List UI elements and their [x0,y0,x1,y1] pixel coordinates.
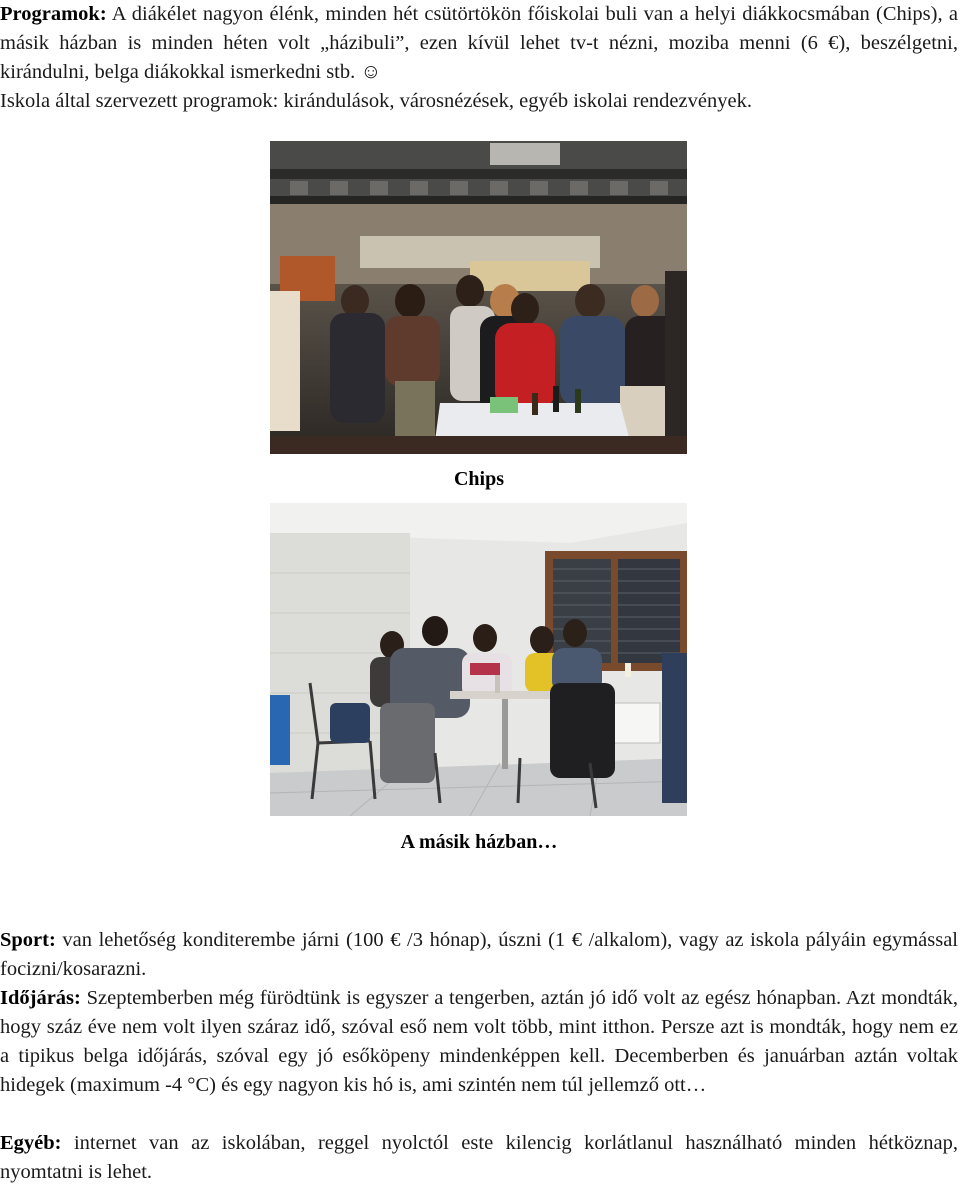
chips-pub-photo [270,141,687,454]
weather-text: Szeptemberben még fürödtünk is egyszer a tengerben, aztán jó idő volt az egész hónapban. Azt mondták, hogy száz éve nem volt ilyen száraz idő, szóval eső nem volt több, mint itthon. Persze azt is mondták, hogy nem ez a tipikus belga időjárás, szóval egy jó esőköpeny mindenképpen kell. Decemberben és januárban aztán voltak hidegek (maximum -4 °C) és egy nagyon kis hó is, ami szintén nem túl jellemző ott… [0,987,958,1096]
programs-paragraph [0,0,958,116]
weather-label: Időjárás: [0,987,81,1009]
other-paragraph [0,1129,958,1187]
programs-label: Programok: [0,3,107,25]
other-house-photo [270,503,687,816]
school-programs-text: Iskola által szervezett programok: kirándulások, városnézések, egyéb iskolai rendezvények. [0,90,752,112]
other-text: internet van az iskolában, reggel nyolctól este kilencig korlátlanul használható minden hétköznap, nyomtatni is lehet. [0,1132,958,1183]
sport-text: van lehetőség konditerembe járni (100 € /3 hónap), úszni (1 € /alkalom), vagy az iskola pályáin egymással focizni/kosarazni. [0,929,958,980]
sport-paragraph [0,926,958,984]
photo-caption-other-house: A másik házban… [400,831,558,853]
programs-text: A diákélet nagyon élénk, minden hét csütörtökön főiskolai buli van a helyi diákkocsmában (Chips), a másik házban is minden héten volt „házibuli”, ezen kívül lehet tv-t nézni, moziba menni (6 €), beszélgetni, kirándulni, belga diákokkal ismerkedni stb. ☺ [0,3,958,83]
other-label: Egyéb: [0,1132,62,1154]
photo-caption-chips: Chips [453,468,505,490]
weather-paragraph [0,984,958,1100]
sport-label: Sport: [0,929,56,951]
